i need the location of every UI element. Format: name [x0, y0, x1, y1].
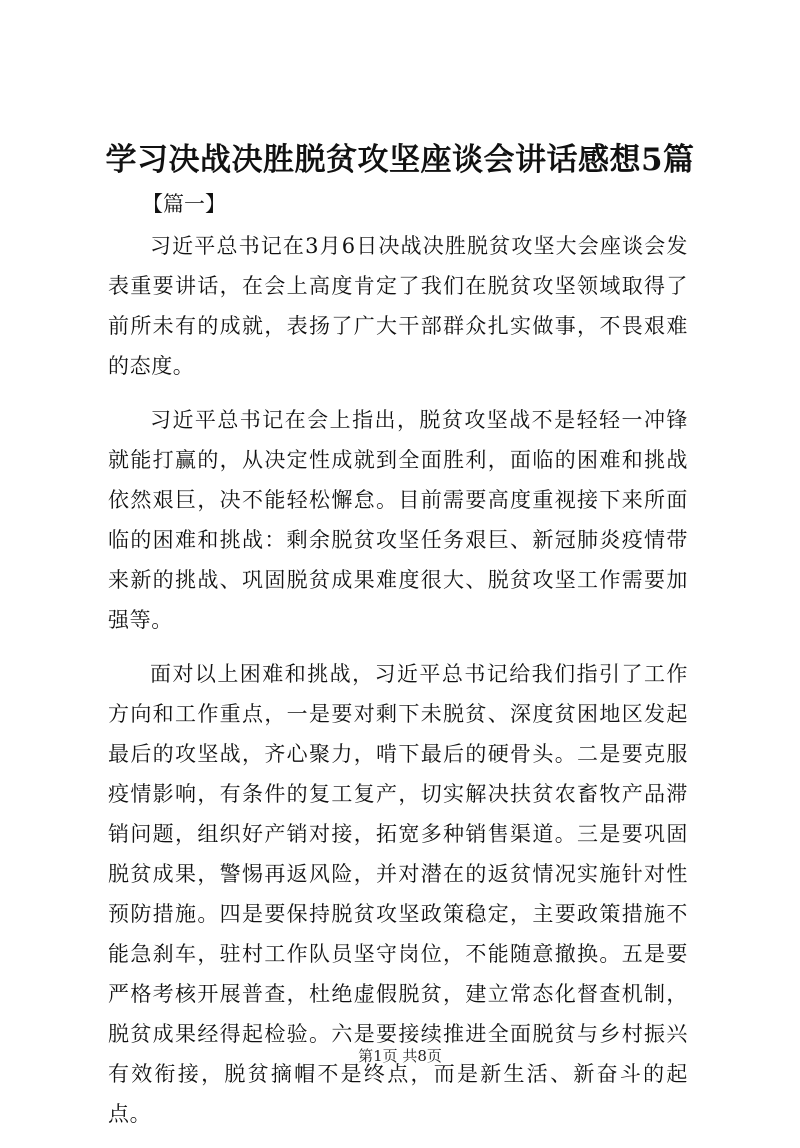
paragraph-2: 习近平总书记在会上指出，脱贫攻坚战不是轻轻一冲锋就能打赢的，从决定性成就到全面胜利，面临的困难和挑战依然艰巨，决不能轻松懈怠。目前需要高度重视接下来所面临的困难和挑战：剩余脱贫攻坚任务艰巨、新冠肺炎疫情带来新的挑战、巩固脱贫成果难度很大、脱贫攻坚工作需要加强等。 — [108, 408, 688, 632]
document-title: 学习决战决胜脱贫攻坚座谈会讲话感想5篇 — [105, 142, 695, 178]
paragraph-3: 面对以上困难和挑战，习近平总书记给我们指引了工作方向和工作重点，一是要对剩下未脱贫、深度贫困地区发起最后的攻坚战，齐心聚力，啃下最后的硬骨头。二是要克服疫情影响，有条件的复工复产，切实解决扶贫农畜牧产品滞销问题，组织好产销对接，拓宽多种销售渠道。三是要巩固脱贫成果，警惕再返风险，并对潜在的返贫情况实施针对性预防措施。四是要保持脱贫攻坚政策稳定，主要政策措施不能急刹车，驻村工作队员坚守岗位，不能随意撤换。五是要严格考核开展普查，杜绝虚假脱贫，建立常态化督查机制，脱贫成果经得起检验。六是要接续推进全面脱贫与乡村振兴有效衔接，脱贫摘帽不是终点，而是新生活、新奋斗的起点。 — [108, 662, 688, 1126]
page-footer: 第1页 共8页 — [358, 1047, 442, 1065]
section-label: 【篇一】 — [142, 192, 226, 216]
paragraph-1: 习近平总书记在3月6日决战决胜脱贫攻坚大会座谈会发表重要讲话，在会上高度肯定了我们在脱贫攻坚领域取得了前所未有的成就，表扬了广大干部群众扎实做事，不畏艰难的态度。 — [108, 234, 688, 378]
document-body — [108, 226, 688, 1148]
